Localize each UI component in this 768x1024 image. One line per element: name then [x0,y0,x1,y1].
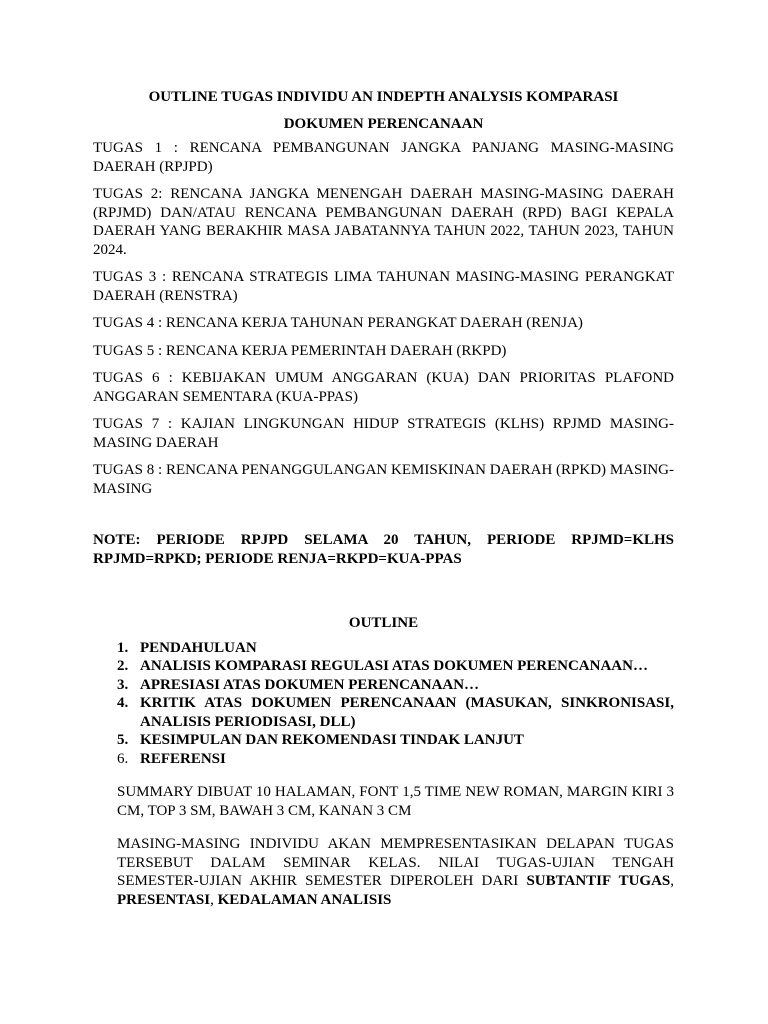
task-8: TUGAS 8 : RENCANA PENANGGULANGAN KEMISKINAN DAERAH (RPKD) MASING-MASING [93,462,674,497]
summary-paragraph: SUMMARY DIBUAT 10 HALAMAN, FONT 1,5 TIME NEW ROMAN, MARGIN KIRI 3 CM, TOP 3 SM, BAWAH 3 CM, KANAN 3 CM [117,784,674,819]
separator: , [210,891,218,908]
document-body [93,88,674,918]
outline-item [93,731,674,750]
outline-heading: OUTLINE [348,615,419,631]
periode-note: NOTE: PERIODE RPJPD SELAMA 20 TAHUN, PERIODE RPJMD=KLHS RPJMD=RPKD; PERIODE RENJA=RKPD=KUA-PPAS [93,532,674,567]
outline-item [93,750,674,769]
separator: , [670,873,674,889]
task-7: TUGAS 7 : KAJIAN LINGKUNGAN HIDUP STRATEGIS (KLHS) RPJMD MASING-MASING DAERAH [93,416,674,451]
outline-item-text: KRITIK ATAS DOKUMEN PERENCANAAN (MASUKAN, SINKRONISASI, ANALISIS PERIODISASI, DLL) [140,695,674,730]
criteria-kedalaman: KEDALAMAN ANALISIS [217,891,392,908]
outline-item-number: 6. [117,750,129,767]
document-title-line1: OUTLINE TUGAS INDIVIDU AN INDEPTH ANALYSIS KOMPARASI [148,89,619,105]
task-4: TUGAS 4 : RENCANA KERJA TAHUNAN PERANGKAT DAERAH (RENJA) [93,315,583,331]
outline-item-text: REFERENSI [140,750,226,767]
outline-item [93,657,674,676]
outline-item [93,676,674,695]
task-3: TUGAS 3 : RENCANA STRATEGIS LIMA TAHUNAN MASING-MASING PERANGKAT DAERAH (RENSTRA) [93,269,674,304]
outline-item-text: KESIMPULAN DAN REKOMENDASI TINDAK LANJUT [140,732,524,748]
presentation-text: MASING-MASING INDIVIDU AKAN MEMPRESENTASIKAN DELAPAN TUGAS TERSEBUT DALAM SEMINAR KELAS. NILAI TUGAS-UJIAN TENGAH SEMESTER-UJIAN AKHIR SEMESTER DIPEROLEH DARI [117,836,674,889]
criteria-substantif: SUBTANTIF TUGAS [526,873,671,889]
outline-item-number: 2. [117,658,129,674]
outline-item-number: 1. [117,639,129,656]
outline-item-number: 5. [117,732,129,748]
criteria-presentasi: PRESENTASI [117,891,211,908]
outline-item-text: ANALISIS KOMPARASI REGULASI ATAS DOKUMEN PERENCANAAN… [140,658,648,674]
outline-item-number: 4. [117,695,129,711]
outline-list [93,639,674,769]
document-title-line2: DOKUMEN PERENCANAAN [283,115,484,132]
task-5: TUGAS 5 : RENCANA KERJA PEMERINTAH DAERAH (RKPD) [93,342,507,359]
outline-item-number: 3. [117,676,129,693]
outline-item [93,694,674,731]
outline-item-text: PENDAHULUAN [140,639,257,656]
presentation-paragraph [117,835,674,909]
task-6: TUGAS 6 : KEBIJAKAN UMUM ANGGARAN (KUA) DAN PRIORITAS PLAFOND ANGGARAN SEMENTARA (KUA-PPAS) [93,370,674,405]
outline-item [93,639,674,658]
outline-item-text: APRESIASI ATAS DOKUMEN PERENCANAAN… [140,676,480,693]
task-1: TUGAS 1 : RENCANA PEMBANGUNAN JANGKA PANJANG MASING-MASING DAERAH (RPJPD) [93,140,674,175]
task-2: TUGAS 2: RENCANA JANGKA MENENGAH DAERAH MASING-MASING DAERAH (RPJMD) DAN/ATAU RENCANA PEMBANGUNAN DAERAH (RPD) BAGI KEPALA DAERAH YANG BERAKHIR MASA JABATANNYA TAHUN 2022, TAHUN 2023, TAHUN 2024. [93,186,674,258]
